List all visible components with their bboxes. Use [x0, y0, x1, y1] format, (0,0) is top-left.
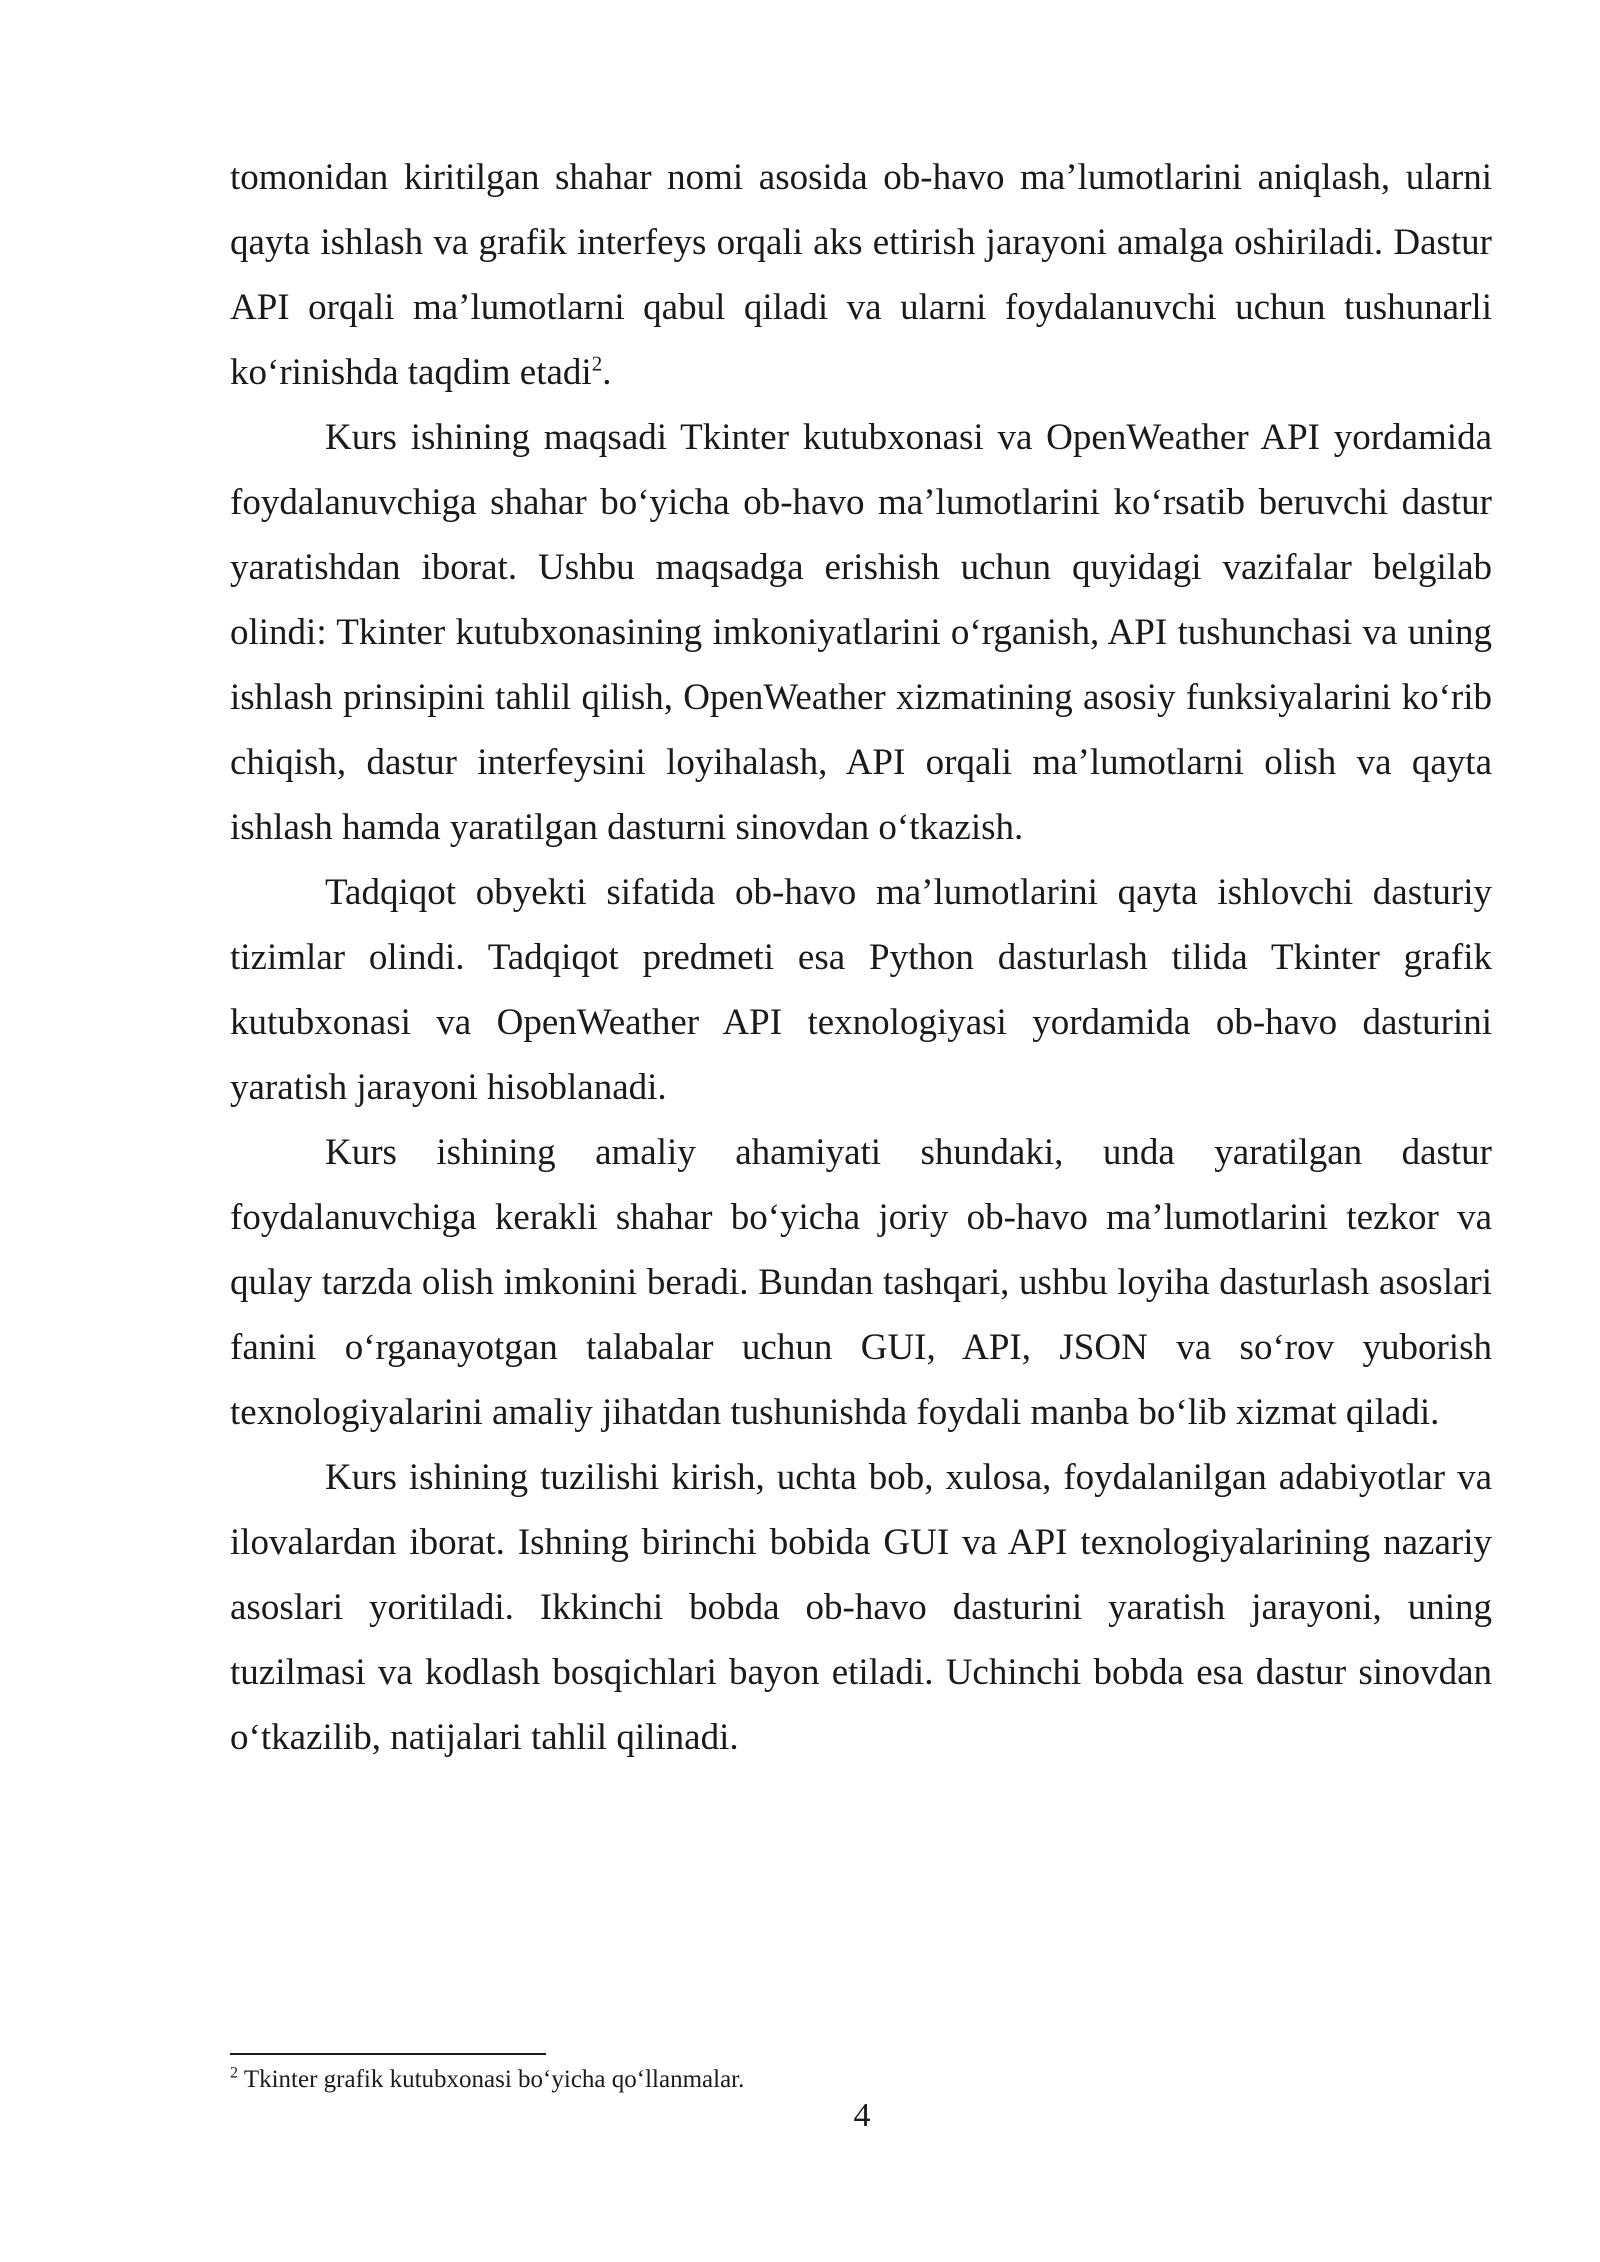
paragraph-tail: . [602, 352, 612, 393]
footnote-separator [230, 2053, 546, 2055]
footnote-reference: 2 [591, 351, 603, 376]
paragraph-text: tomonidan kiritilgan shahar nomi asosida ob-havo ma’lumotlarini aniqlash, ularni qayta ishlash va grafik interfeys orqali aks ettirish jarayoni amalga oshiriladi. Dastur API orqali ma’lumotlarni qabul qiladi va ularni foydalanuvchi uchun tushunarli ko‘rinishda taqdim etadi [230, 157, 1492, 393]
paragraph-practical-significance: Kurs ishining amaliy ahamiyati shundaki, unda yaratilgan dastur foydalanuvchiga kerakli shahar bo‘yicha joriy ob-havo ma’lumotlarini tezkor va qulay tarzda olish imkonini beradi. Bundan tashqari, ushbu loyiha dasturlash asoslari fanini o‘rganayotgan talabalar uchun GUI, API, JSON va so‘rov yuborish texnologiyalarini amaliy jihatdan tushunishda foydali manba bo‘lib xizmat qiladi. [230, 1132, 1492, 1433]
footnote-number: 2 [230, 2064, 238, 2082]
paragraph-structure: Kurs ishining tuzilishi kirish, uchta bob, xulosa, foydalanilgan adabiyotlar va ilovalardan iborat. Ishning birinchi bobida GUI va API texnologiyalarining nazariy asoslari yoritiladi. Ikkinchi bobda ob-havo dasturini yaratish jarayoni, uning tuzilmasi va kodlash bosqichlari bayon etiladi. Uchinchi bobda esa dastur sinovdan o‘tkazilib, natijalari tahlil qilinadi. [230, 1457, 1492, 1758]
paragraph-purpose: Kurs ishining maqsadi Tkinter kutubxonasi va OpenWeather API yordamida foydalanuvchiga shahar bo‘yicha ob-havo ma’lumotlarini ko‘rsatib beruvchi dastur yaratishdan iborat. Ushbu maqsadga erishish uchun quyidagi vazifalar belgilab olindi: Tkinter kutubxonasining imkoniyatlarini o‘rganish, API tushunchasi va uning ishlash prinsipini tahlil qilish, OpenWeather xizmatining asosiy funksiyalarini ko‘rib chiqish, dastur interfeysini loyihalash, API orqali ma’lumotlarni olish va qayta ishlash hamda yaratilgan dasturni sinovdan o‘tkazish. [230, 417, 1492, 848]
page-number: 4 [853, 2097, 871, 2134]
footnote [230, 2063, 744, 2097]
paragraph-continuation [230, 145, 1492, 405]
footnote-text: Tkinter grafik kutubxonasi bo‘yicha qo‘llanmalar. [243, 2066, 745, 2093]
document-body [230, 145, 1492, 1770]
paragraph-research-object: Tadqiqot obyekti sifatida ob-havo ma’lumotlarini qayta ishlovchi dasturiy tizimlar olindi. Tadqiqot predmeti esa Python dasturlash tilida Tkinter grafik kutubxonasi va OpenWeather API texnologiyasi yordamida ob-havo dasturini yaratish jarayoni hisoblanadi. [230, 872, 1492, 1108]
